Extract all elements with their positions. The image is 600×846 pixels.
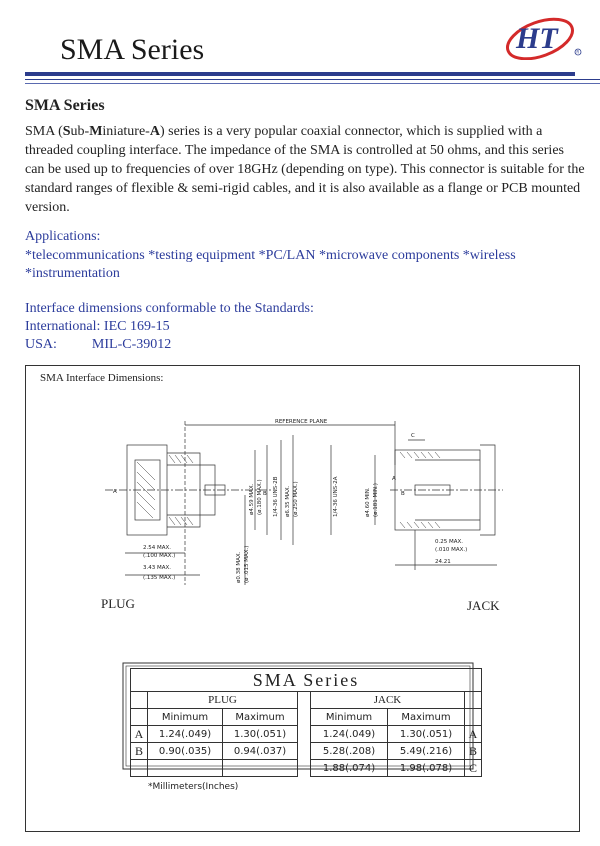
svg-text:(ø.181 MIN.): (ø.181 MIN.) xyxy=(373,483,379,517)
svg-text:(.010 MAX.): (.010 MAX.) xyxy=(435,547,468,553)
svg-text:(.100 MAX.): (.100 MAX.) xyxy=(143,553,176,559)
svg-text:B: B xyxy=(263,491,267,497)
svg-text:1/4-36 UNS-2B: 1/4-36 UNS-2B xyxy=(273,476,279,517)
standards-block xyxy=(25,300,314,354)
col-minimum: Minimum xyxy=(148,709,223,726)
svg-text:ø6.35 MAX.: ø6.35 MAX. xyxy=(285,485,291,517)
svg-text:C: C xyxy=(411,433,415,439)
header-rule xyxy=(25,72,575,76)
table-row: 1.88(.074) 1.98(.078) C xyxy=(131,760,482,777)
svg-text:(.135 MAX.): (.135 MAX.) xyxy=(143,575,176,581)
svg-text:B: B xyxy=(401,491,405,497)
standards-international: International: IEC 169-15 xyxy=(25,319,170,334)
table-jack-head: JACK xyxy=(311,692,465,709)
interface-drawing xyxy=(105,405,505,590)
svg-text:0.25 MAX.: 0.25 MAX. xyxy=(435,539,464,545)
svg-text:ø0.38 MAX.: ø0.38 MAX. xyxy=(236,551,242,583)
svg-text:(ø .015 MAX.): (ø .015 MAX.) xyxy=(244,545,250,583)
applications-heading: Applications: xyxy=(25,229,101,244)
company-logo xyxy=(502,14,584,60)
table-row: A 1.24(.049) 1.30(.051) 1.24(.049) 1.30(.051) A xyxy=(131,726,482,743)
svg-text:24.21: 24.21 xyxy=(435,559,451,565)
section-title: SMA Series xyxy=(25,97,105,114)
page-title: SMA Series xyxy=(60,33,205,66)
svg-text:2.54 MAX.: 2.54 MAX. xyxy=(143,545,172,551)
col-maximum: Maximum xyxy=(223,709,298,726)
table-footnote: *Millimeters(Inches) xyxy=(148,782,239,792)
svg-text:3.43 MAX.: 3.43 MAX. xyxy=(143,565,172,571)
header-rule-thin xyxy=(25,79,600,80)
col-minimum: Minimum xyxy=(311,709,388,726)
header-rule-thin-2 xyxy=(25,83,600,84)
jack-label: JACK xyxy=(467,598,500,613)
reference-plane-label: REFERENCE PLANE xyxy=(275,419,328,425)
col-maximum: Maximum xyxy=(388,709,465,726)
dim-label-a: A xyxy=(113,489,117,495)
standards-usa: USA: MIL-C-39012 xyxy=(25,337,172,352)
svg-text:1/4-36 UNS-2A: 1/4-36 UNS-2A xyxy=(333,476,339,517)
svg-text:ø4.60 MIN.: ø4.60 MIN. xyxy=(365,487,371,517)
svg-text:ø4.59 MAX.: ø4.59 MAX. xyxy=(249,483,255,515)
intro-paragraph: SMA (Sub-Miniature-A) series is a very popular coaxial connector, which is supplied with a threaded coupling interface. The impedance of the SMA is controlled at 50 ohms, and this series can be used up to frequencies of over 18GHz (depending on type). This connector is suitable for the standard ranges of flexible & semi-rigid cables, and it is also available as a flange or PCB mounted version. xyxy=(25,124,585,215)
applications-list: *telecommunications *testing equipment *PC/LAN *microwave components *wireless *instrumentation xyxy=(25,248,516,281)
table-plug-head: PLUG xyxy=(148,692,298,709)
svg-text:(ø.180 MAX.): (ø.180 MAX.) xyxy=(257,479,263,515)
svg-text:A: A xyxy=(392,476,396,482)
logo-lettering: HT xyxy=(516,22,558,55)
svg-text:R: R xyxy=(576,49,580,55)
standards-heading: Interface dimensions conformable to the Standards: xyxy=(25,301,314,316)
dimension-table xyxy=(130,668,482,777)
table-row: B 0.90(.035) 0.94(.037) 5.28(.208) 5.49(.216) B xyxy=(131,743,482,760)
table-title: SMA Series xyxy=(131,669,482,692)
plug-label: PLUG xyxy=(101,596,135,611)
svg-text:(ø.250 MAX.): (ø.250 MAX.) xyxy=(293,481,299,517)
diagram-caption: SMA Interface Dimensions: xyxy=(40,372,164,384)
